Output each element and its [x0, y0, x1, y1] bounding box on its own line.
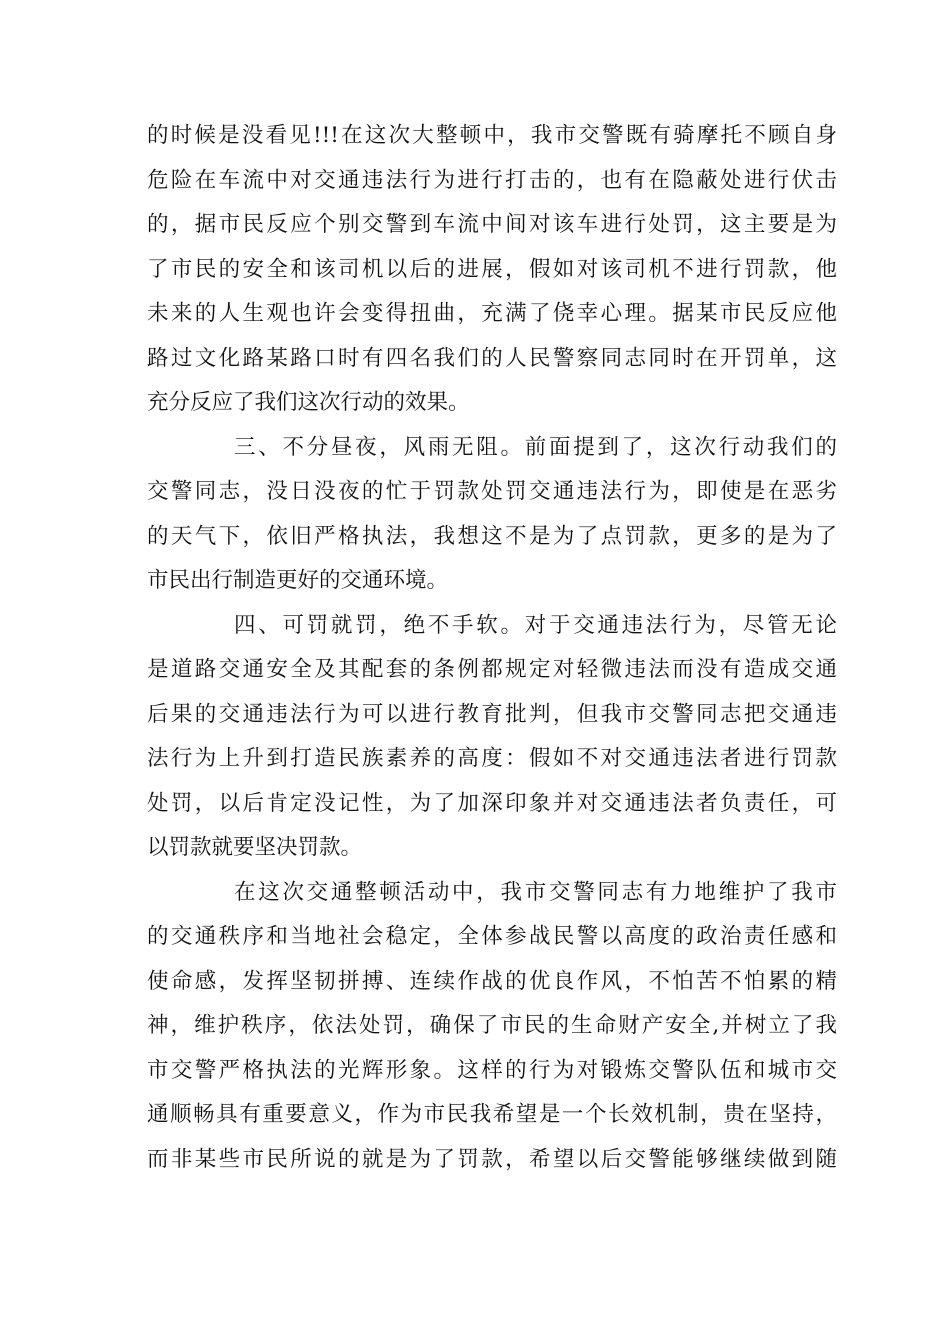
text-line: 四、可罚就罚，绝不手软。对于交通违法行为，尽管无论: [234, 612, 837, 638]
text-line: 市民出行制造更好的交通环境。: [147, 568, 449, 593]
text-line: 使命感，发挥坚韧拼搏、连续作战的优良作风，不怕苦不怕累的精: [147, 968, 837, 994]
text-line: 神，维护秩序，依法处罚，确保了市民的生命财产安全,并树立了我: [147, 1013, 837, 1038]
text-line: 市交警严格执法的光辉形象。这样的行为对锻炼交警队伍和城市交: [147, 1057, 837, 1083]
text-line: 三、不分昼夜，风雨无阻。前面提到了，这次行动我们的: [234, 434, 837, 460]
paragraph-conclusion: [147, 871, 837, 1183]
text-line: 的，据市民反应个别交警到车流中间对该车进行处罚，这主要是为: [147, 212, 837, 237]
paragraph-point-four: [147, 604, 837, 871]
text-line: 通顺畅具有重要意义，作为市民我希望是一个长效机制，贵在坚持，: [147, 1102, 837, 1127]
text-line: 法行为上升到打造民族素养的高度：假如不对交通违法者进行罚款: [147, 746, 837, 771]
text-line: 处罚，以后肯定没记性，为了加深印象并对交通违法者负责任，可: [147, 790, 837, 816]
document-body: [147, 114, 837, 1182]
paragraph-point-three: [147, 426, 837, 604]
text-line: 未来的人生观也许会变得扭曲，充满了侥幸心理。据某市民反应他: [147, 301, 837, 326]
text-line: 以罚款就要坚决罚款。: [147, 835, 363, 860]
text-line: 路过文化路某路口时有四名我们的人民警察同志同时在开罚单，这: [147, 345, 837, 371]
text-line: 的交通秩序和当地社会稳定，全体参战民警以高度的政治责任感和: [147, 924, 837, 949]
text-line: 在这次交通整顿活动中，我市交警同志有力地维护了我市: [234, 879, 837, 905]
text-line: 是道路交通安全及其配套的条例都规定对轻微违法而没有造成交通: [147, 657, 837, 682]
text-line: 交警同志，没日没夜的忙于罚款处罚交通违法行为，即使是在恶劣: [147, 479, 837, 504]
text-line: 的时候是没看见!!!在这次大整顿中，我市交警既有骑摩托不顾自身: [147, 123, 837, 148]
text-line: 充分反应了我们这次行动的效果。: [147, 390, 470, 415]
paragraph-continued: [147, 114, 837, 426]
text-line: 后果的交通违法行为可以进行教育批判，但我市交警同志把交通违: [147, 701, 837, 727]
text-line: 的天气下，依旧严格执法，我想这不是为了点罚款，更多的是为了: [147, 523, 837, 549]
text-line: 而非某些市民所说的就是为了罚款，希望以后交警能够继续做到随: [147, 1146, 837, 1172]
text-line: 了市民的安全和该司机以后的进展，假如对该司机不进行罚款，他: [147, 256, 837, 282]
text-line: 危险在车流中对交通违法行为进行打击的，也有在隐蔽处进行伏击: [147, 167, 837, 193]
